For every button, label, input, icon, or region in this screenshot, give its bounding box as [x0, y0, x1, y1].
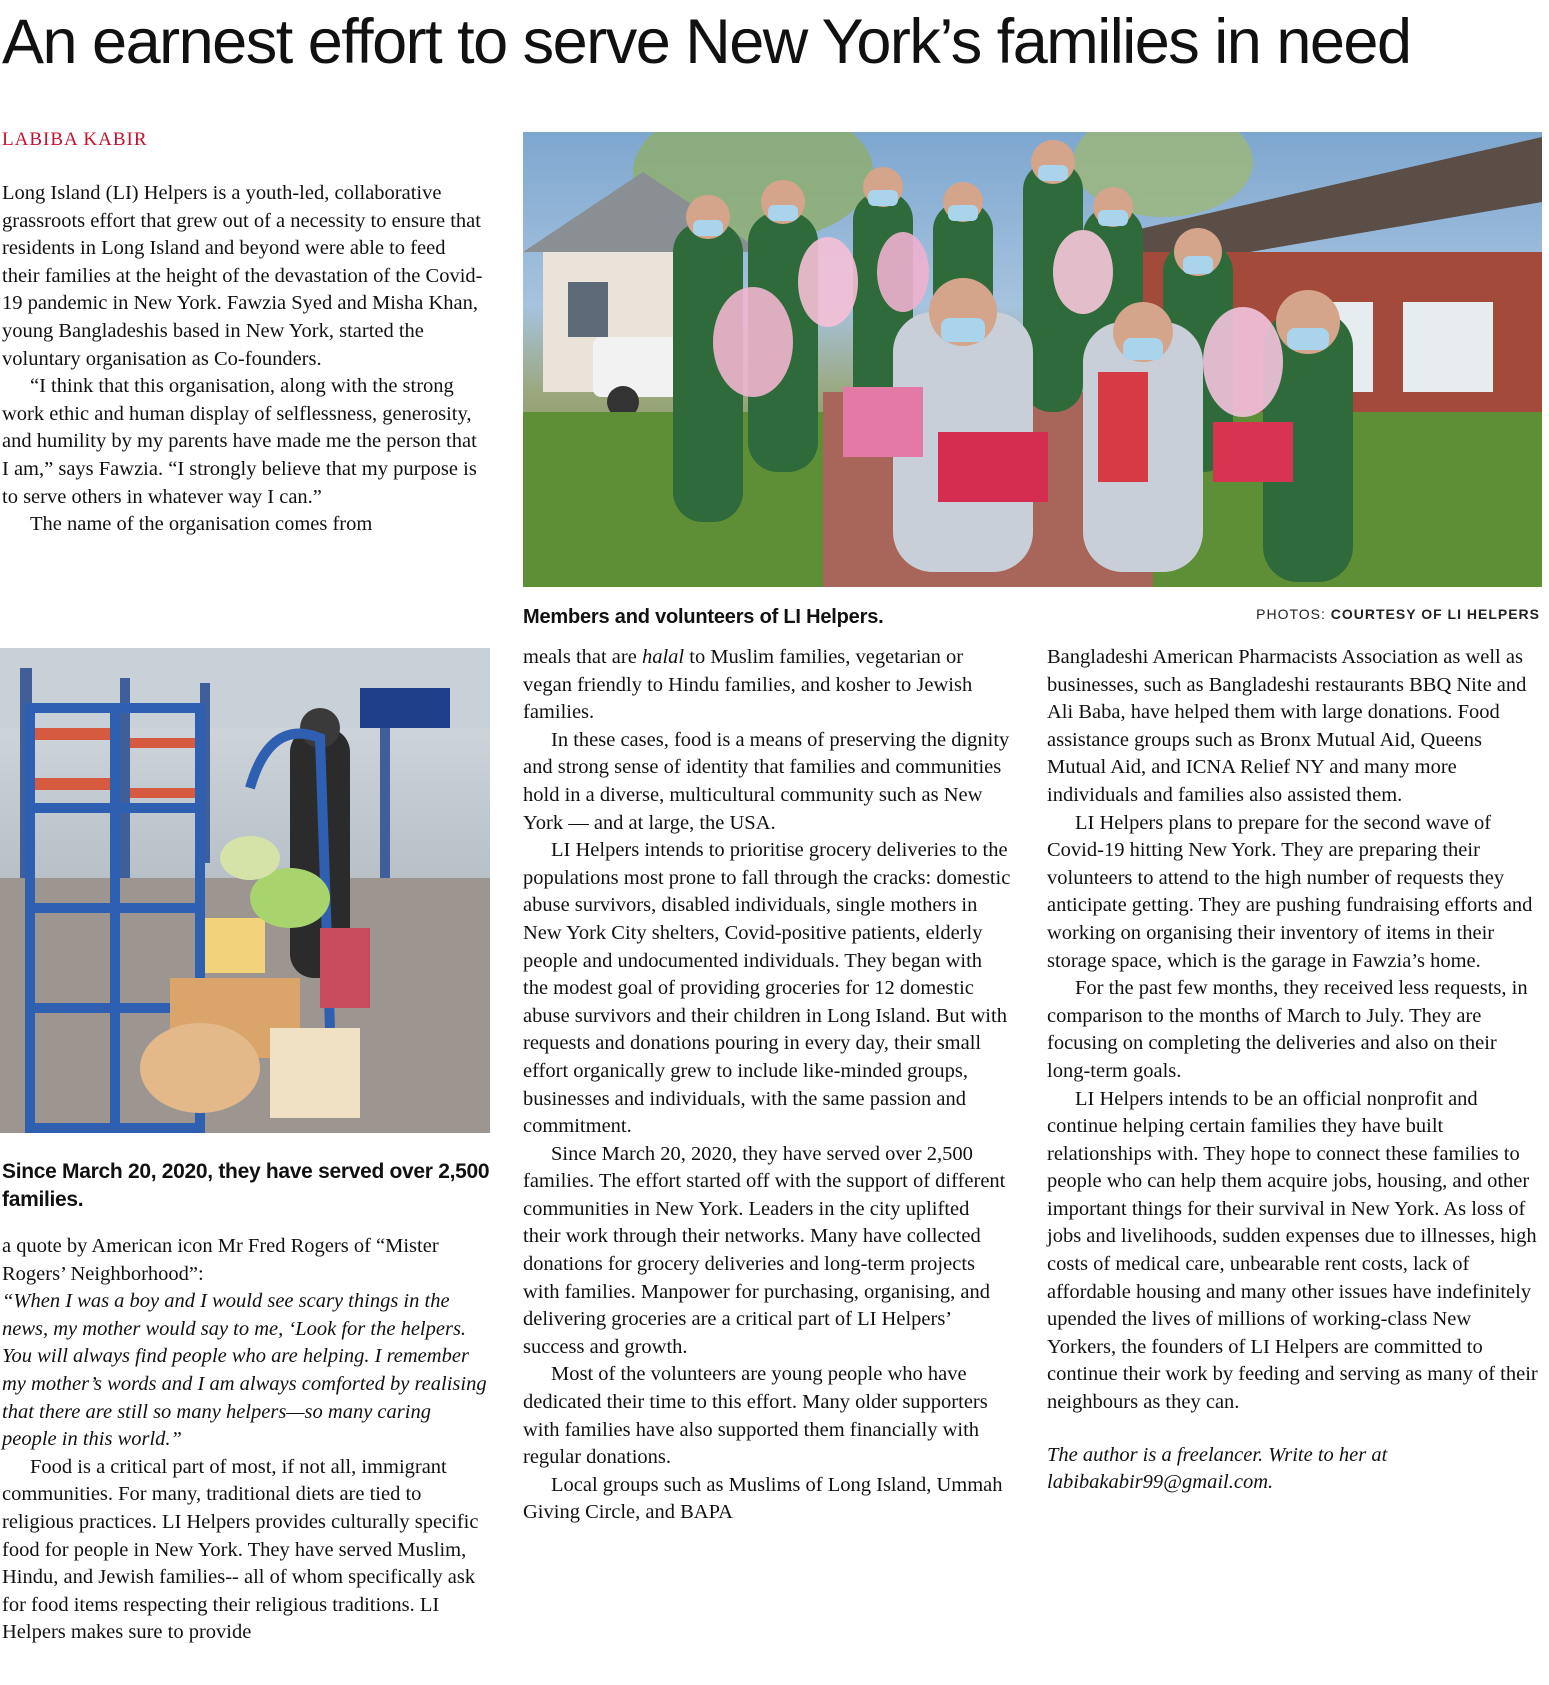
byline: LABIBA KABIR [2, 129, 148, 150]
column-1-upper [2, 180, 488, 539]
column-3 [1047, 644, 1543, 1497]
paragraph: In these cases, food is a means of preserving the dignity and strong sense of identity that families and communities hold in a diverse, multicultural community such as New York — and at large, the USA. [523, 728, 1010, 834]
volunteers-group-photo [523, 132, 1542, 587]
fred-rogers-quote: “When I was a boy and I would see scary things in the news, my mother would say to me, ‘Look for the helpers. You will always find people who are helping. I remember my mother’s words and I am always comforted by realising that there are still so many helpers—so many caring people in this world.” [2, 1290, 487, 1451]
paragraph: LI Helpers intends to prioritise grocery deliveries to the populations most prone to fall through the cracks: domestic abuse survivors, disabled individuals, single mothers in New York City shelters, Covid-positive patients, elderly people and undocumented individuals. They began with the modest goal of providing groceries for 12 domestic abuse survivors and their children in Long Island. But with requests and donations pouring in every day, their small effort organically grew to include like-minded groups, businesses and individuals, with the same passion and commitment. [523, 839, 1011, 1138]
paragraph: Local groups such as Muslims of Long Island, Ummah Giving Circle, and BAPA [523, 1473, 1003, 1524]
paragraph: “I think that this organisation, along with the strong work ethic and human display of selflessness, generosity, and humility by my parents have made me the person that I am,” says Fawzia. “I strongly believe that my purpose is to serve others in whatever way I can.” [2, 375, 477, 508]
headline: An earnest effort to serve New York’s families in need [2, 7, 1411, 77]
author-signoff: The author is a freelancer. Write to her at labibakabir99@gmail.com. [1047, 1443, 1388, 1494]
column-2 [523, 644, 1011, 1527]
italic-term: halal [641, 646, 685, 668]
text-run: to Muslim families, vegetarian or vegan friendly to Hindu families, and kosher to Jewish families. [523, 646, 973, 724]
column-1-lower [2, 1233, 488, 1647]
paragraph: The name of the organisation comes from [30, 513, 373, 536]
paragraph: LI Helpers intends to be an official nonprofit and continue helping certain families they have built relationships with. They hope to connect these families to people who can help them acquire jobs, housing, and other important things for their survival in New York. As loss of jobs and livelihoods, sudden expenses due to illnesses, high costs of medical care, unbearable rent costs, lack of affordable housing and many other issues have indefinitely upended the lives of millions of working-class New Yorkers, the founders of LI Helpers are committed to continue their work by feeding and serving as many of their neighbours as they can. [1047, 1087, 1538, 1414]
paragraph: Since March 20, 2020, they have served over 2,500 families. The effort started off with the support of different communities in New York. Leaders in the city uplifted their work through their networks. Many have collected donations for grocery deliveries and long-term projects with families. Manpower for purchasing, organising, and delivering groceries are a critical part of LI Helpers’ success and growth. [523, 1142, 1006, 1358]
warehouse-cart-photo [0, 648, 490, 1133]
paragraph: Long Island (LI) Helpers is a youth-led, collaborative grassroots effort that grew out of a necessity to ensure that residents in Long Island and beyond were able to feed their families at the height of the devastation of the Covid-19 pandemic in New York. Fawzia Syed and Misha Khan, young Bangladeshis based in New York, started the voluntary organisation as Co-founders. [2, 182, 483, 370]
paragraph: For the past few months, they received less requests, in comparison to the months of March to July. They are focusing on completing the deliveries and also on their long-term goals. [1047, 977, 1528, 1082]
paragraph: a quote by American icon Mr Fred Rogers of “Mister Rogers’ Neighborhood”: [2, 1235, 439, 1285]
paragraph [523, 644, 1011, 727]
paragraph: Most of the volunteers are young people who have dedicated their time to this effort. Many older supporters with families have also supported them financially with regular donations. [523, 1363, 988, 1469]
photo-credit [1256, 606, 1540, 622]
warehouse-photo-illustration [0, 648, 490, 1133]
paragraph: Food is a critical part of most, if not all, immigrant communities. For many, traditional diets are tied to religious practices. LI Helpers provides culturally specific food for people in New York. They have served Muslim, Hindu, and Jewish families-- all of whom specifically ask for food items respecting their religious traditions. LI Helpers makes sure to provide [2, 1455, 479, 1644]
volunteers-photo-illustration [523, 132, 1542, 587]
paragraph: LI Helpers plans to prepare for the second wave of Covid-19 hitting New York. They are preparing their volunteers to attend to the high number of requests they anticipate getting. They are pushing fundraising efforts and working on organising their inventory of items in their storage space, which is the garage in Fawzia’s home. [1047, 811, 1533, 972]
photo-credit-source: COURTESY OF LI HELPERS [1330, 606, 1540, 622]
text-run: meals that are [523, 646, 642, 668]
paragraph: Bangladeshi American Pharmacists Association as well as businesses, such as Bangladeshi restaurants BBQ Nite and Ali Baba, have helped them with large donations. Food assistance groups such as Bronx Mutual Aid, Queens Mutual Aid, and ICNA Relief NY and many more individuals and families also assisted them. [1047, 646, 1527, 806]
left-photo-caption: Since March 20, 2020, they have served over 2,500 families. [2, 1160, 490, 1211]
photo-credit-label: PHOTOS: [1256, 606, 1326, 622]
top-photo-caption: Members and volunteers of LI Helpers. [523, 606, 884, 628]
